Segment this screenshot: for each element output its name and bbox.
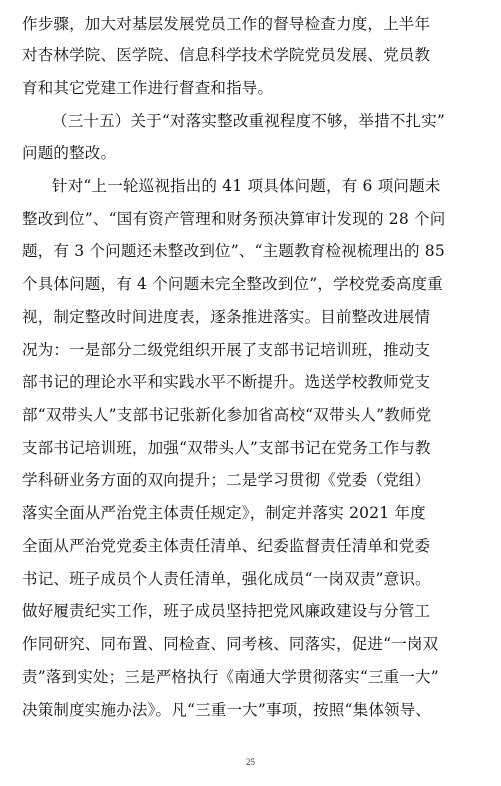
text-line: 支部书记培训班，加强“双带头人”支部书记在党务工作与教 [22,439,431,457]
text-line: 对杏林学院、医学院、信息科学技术学院党员发展、党员教 [22,46,431,64]
text-line: 部“双带头人”支部书记张新化参加省高校“双带头人”教师党 [22,406,432,424]
text-line: 针对“上一轮巡视指出的 41 项具体问题，有 6 项问题未 [52,177,441,195]
text-line: 决策制度实施办法》。凡“三重一大”事项，按照“集体领导、 [22,701,432,719]
text-line: 况为：一是部分二级党组织开展了支部书记培训班，推动支 [22,341,431,359]
text-line: 全面从严治党党委主体责任清单、纪委监督责任清单和党委 [22,537,431,555]
text-line: 整改到位”、“国有资产管理和财务预决算审计发现的 28 个问 [22,210,446,228]
text-line: 育和其它党建工作进行督查和指导。 [22,79,274,97]
section-heading-line: （三十五）关于“对落实整改重视程度不够，举措不扎实” [52,112,446,130]
text-line: 学科研业务方面的双向提升；二是学习贯彻《党委（党组） [22,471,431,489]
text-line: 作同研究、同布置、同检查、同考核、同落实，促进“一岗双 [22,635,439,653]
text-line: 书记、班子成员个人责任清单，强化成员“一岗双责”意识。 [22,570,431,588]
text-line: 落实全面从严治党主体责任规定》，制定并落实 2021 年度 [22,504,426,522]
text-line: 视，制定整改时间进度表，逐条推进落实。目前整改进展情 [22,308,431,326]
section-heading-line: 问题的整改。 [22,144,117,162]
page-number: 25 [246,757,255,767]
text-line: 题，有 3 个问题还未整改到位”、“主题教育检视梳理出的 85 [22,242,445,260]
text-line: 责”落到实处；三是严格执行《南通大学贯彻落实“三重一大” [22,668,439,686]
text-line: 部书记的理论水平和实践水平不断提升。选送学校教师党支 [22,373,431,391]
text-line: 个具体问题，有 4 个问题未完全整改到位”，学校党委高度重 [22,275,443,293]
text-line: 作步骤，加大对基层发展党员工作的督导检查力度，上半年 [22,15,431,33]
text-line: 做好履责纪实工作，班子成员坚持把党风廉政建设与分管工 [22,602,431,620]
